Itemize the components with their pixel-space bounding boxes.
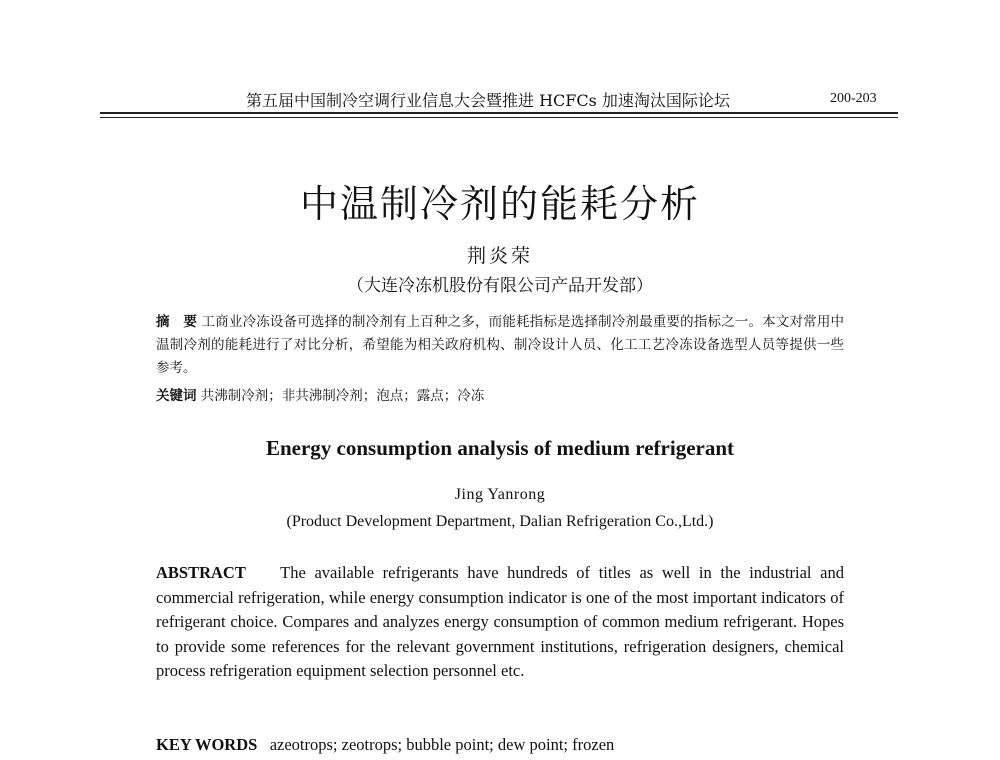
chinese-keywords-text: 共沸制冷剂；非共沸制冷剂；泡点；露点；冷冻 (200, 388, 485, 404)
english-abstract-label: ABSTRACT (156, 563, 246, 582)
header-rule-thin (100, 117, 898, 118)
header-rule-thick (100, 112, 898, 114)
page-range: 200-203 (830, 91, 877, 106)
chinese-abstract-text: 工商业冷冻设备可选择的制冷剂有上百种之多，而能耗指标是选择制冷剂最重要的指标之一。本文对常用中温制冷剂的能耗进行了对比分析，希望能为相关政府机构、制冷设计人员、化工工艺冷冻设备选型人员等提供一些参考。 (156, 314, 845, 376)
chinese-title: 中温制冷剂的能耗分析 (299, 182, 700, 226)
english-author: Jing Yanrong (454, 486, 546, 503)
english-keywords-label: KEY WORDS (156, 735, 258, 754)
chinese-abstract (156, 311, 844, 380)
chinese-author: 荆炎荣 (466, 245, 533, 267)
chinese-keywords-label: 关键词 (156, 388, 197, 404)
running-header: 第五届中国制冷空调行业信息大会暨推进 HCFCs 加速淘汰国际论坛 (246, 91, 730, 110)
chinese-affiliation: （大连冷冻机股份有限公司产品开发部） (347, 276, 653, 296)
english-abstract (156, 561, 844, 684)
english-title: Energy consumption analysis of medium refrigerant (265, 436, 735, 460)
english-affiliation: (Product Development Department, Dalian Refrigeration Co.,Ltd.) (286, 513, 714, 530)
english-keywords-text: azeotrops; zeotrops; bubble point; dew point; frozen (269, 735, 615, 754)
chinese-keywords (156, 385, 844, 408)
chinese-abstract-label: 摘 要 (156, 314, 198, 330)
english-keywords (156, 734, 844, 756)
english-abstract-text: The available refrigerants have hundreds of titles as well in the industrial and commercial refrigeration, while energy consumption indicator is one of the most important indicators of refrigerant choice. Compares and analyzes energy consumption of common medium refrigerant. Hopes to provide some references for the relevant government institutions, refrigeration designers, chemical process refrigeration equipment selection personnel etc. (156, 563, 844, 680)
